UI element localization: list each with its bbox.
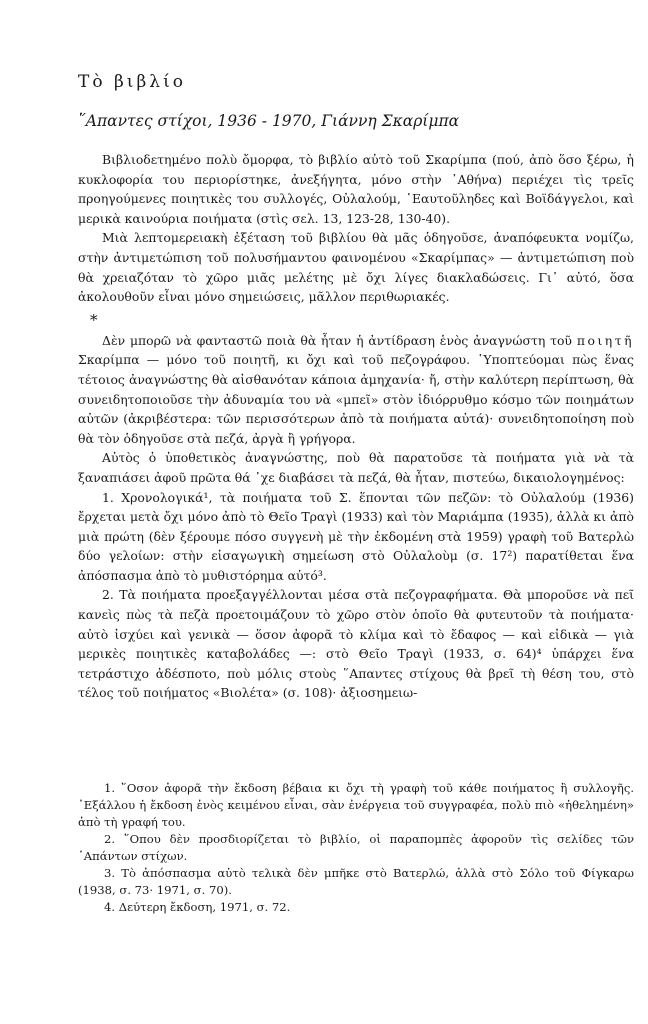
paragraph-2: Μιὰ λεπτομερειακὴ ἐξέταση τοῦ βιβλίου θὰ μᾶς ὁδηγοῦσε, ἀναπόφευκτα νομίζω, στὴν ἀντιμετώπιση τοῦ πολυσήμαντου φαινομένου «Σκαρίμπας» — ἀντιμετώπιση ποὺ θὰ χρειαζόταν τὸ χῶρο μιᾶς μελέτης μὲ ὄχι λίγες διακλαδώσεις. Γι᾿ αὐτό, ὅσα ἀκολουθοῦν εἶναι μόνο σημειώσεις, μᾶλλον περιθωριακές.	[78, 230, 634, 305]
footnote-2: 2. ῞Οπου δὲν προσδιορίζεται τὸ βιβλίο, οἱ παραπομπὲς ἀφοροῦν τὶς σελίδες τῶν ᾿Απάντων στίχων.	[78, 832, 634, 863]
section-title: Τὸ βιβλίο	[78, 72, 186, 92]
body-text	[78, 150, 634, 703]
paragraph-1: Βιβλιοδετημένο πολὺ ὄμορφα, τὸ βιβλίο αὐτὸ τοῦ Σκαρίμπα (πού, ἀπὸ ὅσο ξέρω, ἡ κυκλοφορία του περιορίστηκε, ἀνεξήγητα, μόνο στὴν ᾿Αθήνα) περιέχει τὶς τρεῖς προηγούμενες ποιητικὲς του συλλογές, Οὐλαλούμ, ῾Εαυτοῦληδες καὶ Βοϊδάγγελοι, καὶ μερικὰ καινούρια ποιήματα (στὶς σελ. 13, 123-28, 130-40).	[78, 152, 634, 226]
paragraph-3-spaced-word: ποιητῆ	[576, 332, 634, 348]
paragraph-3-start: Δὲν μπορῶ νὰ φανταστῶ ποιὰ θὰ ἦταν ἡ ἀντίδραση ἑνὸς ἀναγνώστη τοῦ	[102, 332, 572, 348]
paragraph-3	[78, 331, 634, 449]
paragraph-3-rest: Σκαρίμπα — μόνο τοῦ ποιητῆ, κι ὄχι καὶ τοῦ πεζογράφου. ῾Υποπτεύομαι πὼς ἕνας τέτοιος ἀναγνώστης θὰ αἰσθανόταν κάποια ἀμηχανία· ἤ, στὴν καλύτερη περίπτωση, θὰ συνειδητοποιοῦσε τὴν ἀδυναμία του νὰ «μπεῖ» στὸν ἰδιόρρυθμο κόσμο τῶν ποιημάτων αὐτῶν (ἀκριβέστερα: τῶν περισσότερων ἀπὸ τὰ ποιήματα αὐτά)· συνειδητοποίηση ποὺ θὰ τὸν ὁδηγοῦσε στὰ πεζά, ἀργὰ ἢ γρήγορα.	[78, 352, 634, 446]
footnote-1: 1. ῞Οσον ἀφορᾶ τὴν ἔκδοση βέβαια κι ὄχι τὴ γραφὴ τοῦ κάθε ποιήματος ἢ συλλογῆς. ᾿Εξάλλου ἡ ἔκδοση ἑνὸς κειμένου εἶναι, σὰν ἐνέργεια τοῦ συγγραφέα, πολὺ πιὸ «ἠθελημένη» ἀπὸ τὴ γραφή του.	[78, 781, 634, 829]
book-title: ῞Απαντες στίχοι, 1936 - 1970, Γιάννη Σκαρίμπα	[78, 112, 460, 130]
footnote-3: 3. Τὸ ἀπόσπασμα αὐτὸ τελικὰ δὲν μπῆκε στὸ Βατερλώ, ἀλλὰ στὸ Σόλο τοῦ Φίγκαρω (1938, σ. 73· 1971, σ. 70).	[78, 866, 634, 897]
section-separator: *	[90, 310, 98, 329]
list-item-2: 2. Τὰ ποιήματα προεξαγγέλλονται μέσα στὰ πεζογραφήματα. Θὰ μποροῦσε νὰ πεῖ κανεὶς πὼς τὰ πεζὰ προετοιμάζουν τὸ χῶρο στὸν ὁποῖο θὰ φυτευτοῦν τὰ ποιήματα· αὐτὸ ἰσχύει καὶ γενικὰ — ὅσον ἀφορᾶ τὸ κλίμα καὶ τὸ ἔδαφος — καὶ εἰδικὰ — γιὰ μερικὲς ποιητικὲς καταβολάδες —: στὸ Θεῖο Τραγὶ (1933, σ. 64)⁴ ὑπάρχει ἕνα τετράστιχο ἀδέσποτο, ποὺ μόλις στοὺς ῞Απαντες στίχους θὰ βρεῖ τὴ θέση του, στὸ τέλος τοῦ ποιήματος «Βιολέτα» (σ. 108)· ἀξιοσημειω-	[78, 587, 634, 701]
footnote-4: 4. Δεύτερη ἔκδοση, 1971, σ. 72.	[104, 900, 291, 914]
list-item-1: 1. Χρονολογικά¹, τὰ ποιήματα τοῦ Σ. ἕπονται τῶν πεζῶν: τὸ Οὐλαλούμ (1936) ἔρχεται μετὰ ὄχι μόνο ἀπὸ τὸ Θεῖο Τραγὶ (1933) καὶ τὸν Μαριάμπα (1935), ἀλλὰ κι ἀπὸ μιὰ πρώτη (δὲν ξέρουμε πόσο συγγενὴ μὲ τὴν ἐκδομένη στὰ 1959) γραφὴ τοῦ Βατερλὼ δύο γελοίων: στὴν εἰσαγωγικὴ σημείωση στὸ Οὐλαλοὺμ (σ. 17²) παρατίθεται ἕνα ἀπόσπασμα ἀπὸ τὸ μυθιστόρημα αὐτό³.	[78, 489, 634, 583]
footnotes	[78, 780, 634, 916]
paragraph-4: Αὐτὸς ὁ ὑποθετικὸς ἀναγνώστης, ποὺ θὰ παρατοῦσε τὰ ποιήματα γιὰ νὰ τὰ ξαναπιάσει ἀφοῦ πρῶτα θά ᾿χε διαβάσει τὰ πεζά, θὰ ἦταν, πιστεύω, δικαιολογημένος:	[78, 450, 634, 485]
